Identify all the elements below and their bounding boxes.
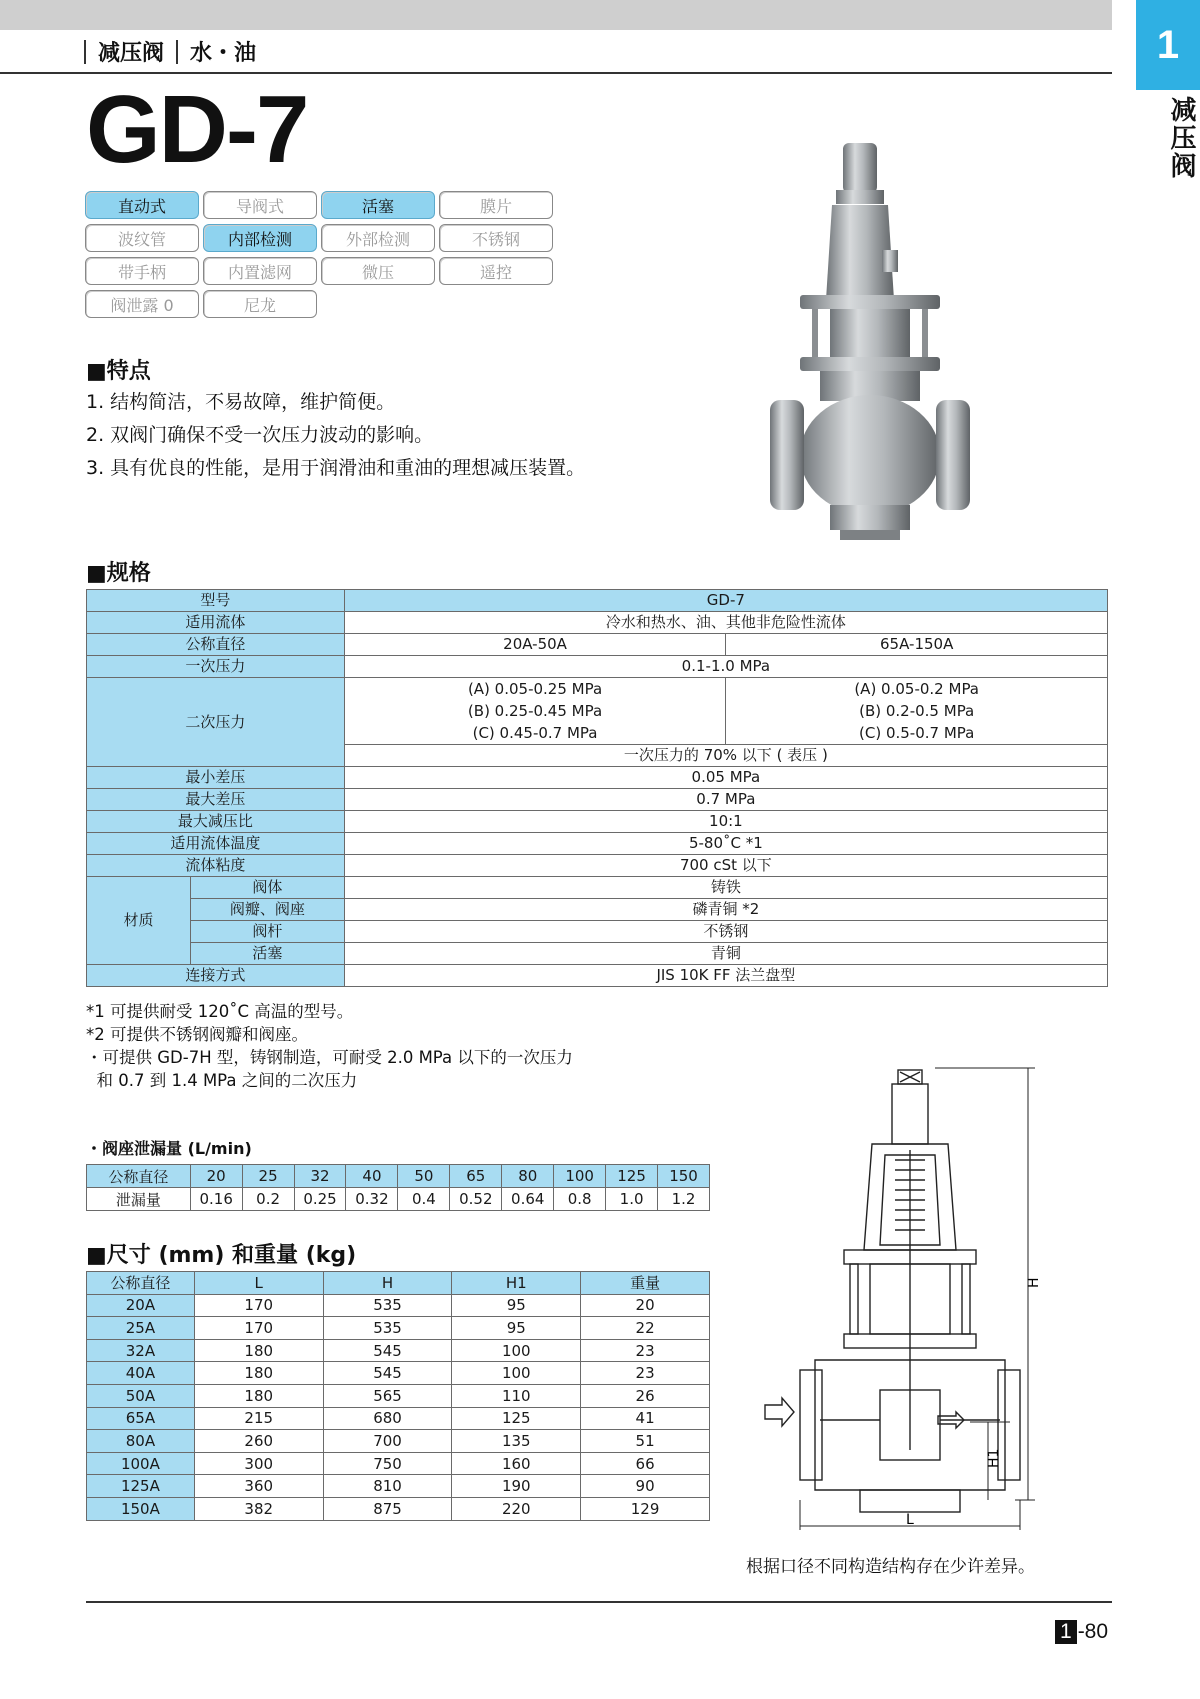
- table-row: [87, 1452, 710, 1475]
- cell: 810: [323, 1475, 452, 1498]
- cell: GD-7: [344, 590, 1107, 612]
- cell: 750: [323, 1452, 452, 1475]
- cell: 40: [346, 1165, 398, 1188]
- cell: 一次压力: [87, 656, 345, 678]
- cell-line: (C) 0.45-0.7 MPa: [472, 724, 598, 742]
- cell: 材质: [87, 877, 191, 965]
- sectional-drawing: [760, 1060, 1060, 1540]
- feature-tag: 遥控: [439, 257, 553, 285]
- divider: [84, 40, 86, 64]
- spec-table: [86, 589, 1108, 987]
- cell-line: (C) 0.5-0.7 MPa: [859, 724, 975, 742]
- valve-photo: [770, 135, 970, 575]
- table-row: [87, 1407, 710, 1430]
- feature-tag: 尼龙: [203, 290, 317, 318]
- feature-tag: 波纹管: [85, 224, 199, 252]
- column-header: 公称直径: [87, 1272, 195, 1295]
- cell: 129: [581, 1497, 710, 1520]
- cell: 51: [581, 1430, 710, 1453]
- page-number: [1055, 1620, 1108, 1644]
- page-suffix: -80: [1077, 1620, 1109, 1643]
- cell: 50: [398, 1165, 450, 1188]
- cell: 125: [452, 1407, 581, 1430]
- table-row: [87, 1497, 710, 1520]
- table-row: [87, 1317, 710, 1340]
- cell: 700: [323, 1430, 452, 1453]
- cell: 160: [452, 1452, 581, 1475]
- cell: 80A: [87, 1430, 195, 1453]
- cell: 65: [450, 1165, 502, 1188]
- cell: 阀体: [190, 877, 344, 899]
- cell: 适用流体温度: [87, 833, 345, 855]
- spec-note: 和 0.7 到 1.4 MPa 之间的二次压力: [86, 1071, 358, 1090]
- page-chapter: 1: [1055, 1620, 1077, 1644]
- table-row: [87, 899, 1108, 921]
- cell: 二次压力: [87, 678, 345, 767]
- leakage-table: [86, 1164, 710, 1211]
- cell: 20: [581, 1294, 710, 1317]
- cell: 1.0: [606, 1188, 658, 1211]
- footer-rule: [86, 1601, 1112, 1603]
- table-row: [87, 855, 1108, 877]
- cell: 0.4: [398, 1188, 450, 1211]
- table-row: [87, 1430, 710, 1453]
- cell: 95: [452, 1294, 581, 1317]
- breadcrumb-media: 水・油: [190, 41, 257, 66]
- cell: 阀瓣、阀座: [190, 899, 344, 921]
- breadcrumb-category: 减压阀: [98, 41, 165, 66]
- table-row: [87, 833, 1108, 855]
- cell: 0.8: [554, 1188, 606, 1211]
- chapter-tab: [1136, 0, 1200, 90]
- cell: 95: [452, 1317, 581, 1340]
- cell: 300: [194, 1452, 323, 1475]
- cell: 180: [194, 1384, 323, 1407]
- cell: 50A: [87, 1384, 195, 1407]
- cell: JIS 10K FF 法兰盘型: [344, 965, 1107, 987]
- feature-tag: 带手柄: [85, 257, 199, 285]
- feature-tag: 内部检测: [203, 224, 317, 252]
- cell: 90: [581, 1475, 710, 1498]
- cell: 66: [581, 1452, 710, 1475]
- cell: [726, 678, 1108, 745]
- feature-tag: 微压: [321, 257, 435, 285]
- cell: 10:1: [344, 811, 1107, 833]
- feature-tag: 内置滤网: [203, 257, 317, 285]
- table-row: [87, 1475, 710, 1498]
- column-header: H1: [452, 1272, 581, 1295]
- table-row: [87, 1188, 710, 1211]
- cell: 不锈钢: [344, 921, 1107, 943]
- cell: 0.32: [346, 1188, 398, 1211]
- spec-note: ・可提供 GD-7H 型，铸钢制造，可耐受 2.0 MPa 以下的一次压力: [86, 1048, 573, 1067]
- cell: [344, 678, 726, 745]
- cell: 23: [581, 1362, 710, 1385]
- chapter-number: 1: [1156, 22, 1180, 67]
- cell: 220: [452, 1497, 581, 1520]
- cell: 565: [323, 1384, 452, 1407]
- cell: 125A: [87, 1475, 195, 1498]
- cell: 流体粘度: [87, 855, 345, 877]
- spec-note: *2 可提供不锈钢阀瓣和阀座。: [86, 1025, 308, 1044]
- cell: 80: [502, 1165, 554, 1188]
- table-row: [87, 1384, 710, 1407]
- table-row: [87, 612, 1108, 634]
- cell: 100A: [87, 1452, 195, 1475]
- feature-tag: 导阀式: [203, 191, 317, 219]
- dimension-label-l: L: [906, 1512, 914, 1528]
- feature-item: 2. 双阀门确保不受一次压力波动的影响。: [86, 424, 434, 446]
- cell: 0.05 MPa: [344, 767, 1107, 789]
- cell-line: (A) 0.05-0.2 MPa: [854, 680, 980, 698]
- table-row: [87, 1362, 710, 1385]
- feature-tag: 膜片: [439, 191, 553, 219]
- cell-line: (A) 0.05-0.25 MPa: [467, 680, 603, 698]
- cell: 活塞: [190, 943, 344, 965]
- cell: 0.7 MPa: [344, 789, 1107, 811]
- page-title: GD-7: [86, 76, 308, 183]
- cell: 25: [242, 1165, 294, 1188]
- cell: 65A-150A: [726, 634, 1108, 656]
- table-row: [87, 1339, 710, 1362]
- dimension-label-h: H: [1026, 1277, 1042, 1288]
- cell: 25A: [87, 1317, 195, 1340]
- cell: 20A-50A: [344, 634, 726, 656]
- leakage-title: ・阀座泄漏量 (L/min): [86, 1139, 252, 1158]
- table-row: [87, 634, 1108, 656]
- spec-title: ■规格: [86, 561, 151, 586]
- cell: 700 cSt 以下: [344, 855, 1107, 877]
- cell: 0.25: [294, 1188, 346, 1211]
- table-row: [87, 767, 1108, 789]
- cell: 0.52: [450, 1188, 502, 1211]
- cell: 125: [606, 1165, 658, 1188]
- cell: 535: [323, 1294, 452, 1317]
- dimension-label-h1: H1: [986, 1448, 1002, 1468]
- dimensions-table: [86, 1271, 710, 1521]
- cell: 180: [194, 1362, 323, 1385]
- cell: 545: [323, 1339, 452, 1362]
- cell: 铸铁: [344, 877, 1107, 899]
- table-row: [87, 965, 1108, 987]
- cell: 32: [294, 1165, 346, 1188]
- table-row: [87, 678, 1108, 745]
- cell: 青铜: [344, 943, 1107, 965]
- table-row: [87, 811, 1108, 833]
- cell: 100: [452, 1339, 581, 1362]
- cell: 40A: [87, 1362, 195, 1385]
- cell: 0.64: [502, 1188, 554, 1211]
- column-header: H: [323, 1272, 452, 1295]
- table-row: [87, 789, 1108, 811]
- cell: 180: [194, 1339, 323, 1362]
- cell: 535: [323, 1317, 452, 1340]
- top-bar: [0, 0, 1112, 30]
- cell: 最大减压比: [87, 811, 345, 833]
- cell: 260: [194, 1430, 323, 1453]
- cell: 23: [581, 1339, 710, 1362]
- table-row: [87, 1165, 710, 1188]
- feature-tag: 不锈钢: [439, 224, 553, 252]
- feature-tag: 外部检测: [321, 224, 435, 252]
- cell: 150: [658, 1165, 710, 1188]
- cell: 0.2: [242, 1188, 294, 1211]
- cell: 100: [554, 1165, 606, 1188]
- cell: 0.1-1.0 MPa: [344, 656, 1107, 678]
- cell: 680: [323, 1407, 452, 1430]
- cell: 0.16: [190, 1188, 242, 1211]
- column-header: L: [194, 1272, 323, 1295]
- cell: 公称直径: [87, 1165, 191, 1188]
- table-row: [87, 921, 1108, 943]
- cell: 5-80˚C *1: [344, 833, 1107, 855]
- cell: 20: [190, 1165, 242, 1188]
- cell: 最小差压: [87, 767, 345, 789]
- cell-line: (B) 0.2-0.5 MPa: [859, 702, 975, 720]
- cell-line: (B) 0.25-0.45 MPa: [467, 702, 603, 720]
- cell: 连接方式: [87, 965, 345, 987]
- features-title: ■特点: [86, 359, 151, 384]
- cell: 冷水和热水、油、其他非危险性流体: [344, 612, 1107, 634]
- table-row: [87, 590, 1108, 612]
- cell: 170: [194, 1294, 323, 1317]
- cell: 150A: [87, 1497, 195, 1520]
- feature-tag: 活塞: [321, 191, 435, 219]
- feature-item: 1. 结构简洁，不易故障，维护简便。: [86, 391, 396, 413]
- cell: 360: [194, 1475, 323, 1498]
- side-label: 减压阀: [1166, 96, 1196, 180]
- cell: 最大差压: [87, 789, 345, 811]
- table-header-row: [87, 1272, 710, 1295]
- header-rule: [0, 72, 1112, 74]
- cell: 阀杆: [190, 921, 344, 943]
- feature-item: 3. 具有优良的性能，是用于润滑油和重油的理想减压装置。: [86, 457, 586, 479]
- table-row: [87, 877, 1108, 899]
- cell: 215: [194, 1407, 323, 1430]
- dimensions-title: ■尺寸 (mm) 和重量 (kg): [86, 1243, 357, 1268]
- cell: 100: [452, 1362, 581, 1385]
- cell: 公称直径: [87, 634, 345, 656]
- cell: 1.2: [658, 1188, 710, 1211]
- cell: 382: [194, 1497, 323, 1520]
- column-header: 重量: [581, 1272, 710, 1295]
- cell: 110: [452, 1384, 581, 1407]
- cell: 22: [581, 1317, 710, 1340]
- cell: 190: [452, 1475, 581, 1498]
- cell: 135: [452, 1430, 581, 1453]
- cell: 磷青铜 *2: [344, 899, 1107, 921]
- cell: 20A: [87, 1294, 195, 1317]
- cell: 一次压力的 70% 以下 ( 表压 ): [344, 745, 1107, 767]
- feature-tags: [85, 191, 555, 318]
- divider: [176, 40, 178, 64]
- cell: 170: [194, 1317, 323, 1340]
- cell: 65A: [87, 1407, 195, 1430]
- feature-tag: 直动式: [85, 191, 199, 219]
- cell: 545: [323, 1362, 452, 1385]
- cell: 适用流体: [87, 612, 345, 634]
- feature-tag: 阀泄露 0: [85, 290, 199, 318]
- cell: 41: [581, 1407, 710, 1430]
- table-row: [87, 943, 1108, 965]
- breadcrumb: [84, 36, 256, 67]
- cell: 875: [323, 1497, 452, 1520]
- spec-note: *1 可提供耐受 120˚C 高温的型号。: [86, 1002, 354, 1021]
- cell: 32A: [87, 1339, 195, 1362]
- table-row: [87, 656, 1108, 678]
- features-list: [86, 386, 585, 485]
- table-row: [87, 1294, 710, 1317]
- drawing-caption: 根据口径不同构造结构存在少许差异。: [746, 1557, 1035, 1577]
- cell: 型号: [87, 590, 345, 612]
- cell: 26: [581, 1384, 710, 1407]
- cell: 泄漏量: [87, 1188, 191, 1211]
